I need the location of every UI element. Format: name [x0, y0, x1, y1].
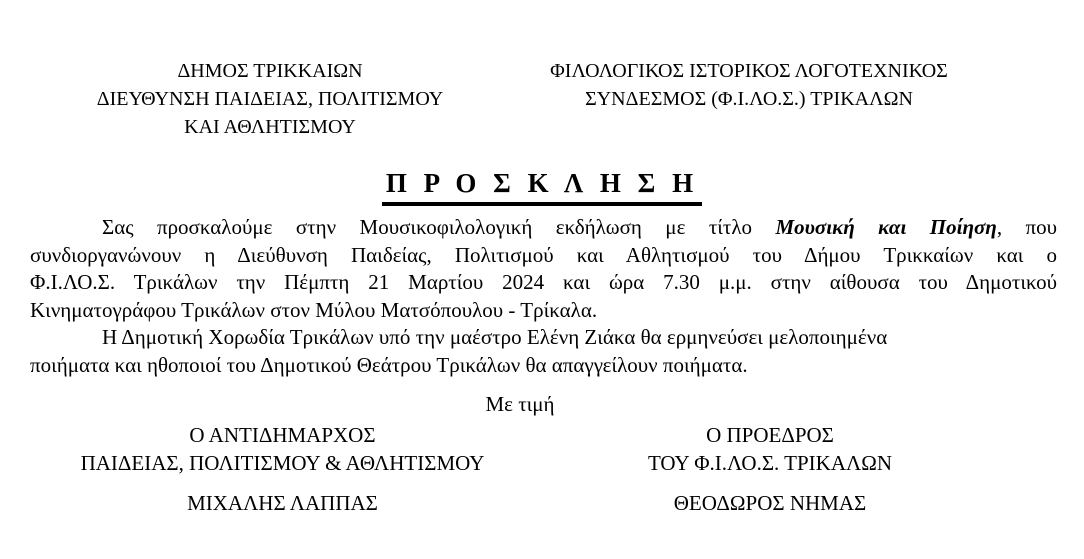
title-row [0, 167, 1084, 206]
signature-left-role-line2: ΠΑΙΔΕΙΑΣ, ΠΟΛΙΤΙΣΜΟΥ & ΑΘΛΗΤΙΣΜΟΥ [80, 450, 485, 475]
organizer-left-line3: ΚΑΙ ΑΘΛΗΤΙΣΜΟΥ [184, 116, 356, 138]
paragraph1-line1-start: Σας προσκαλούμε στην Μουσικοφιλολογική εκδήλωση με τίτλο [102, 215, 776, 239]
body-text [30, 214, 1057, 379]
paragraph1-line3: Φ.Ι.ΛΟ.Σ. Τρικάλων την Πέμπτη 21 Μαρτίου 2024 και ώρα 7.30 μ.μ. στην αίθουσα του Δημοτικού [30, 270, 1057, 294]
signature-right-role [535, 422, 1005, 477]
organizer-right-block [510, 57, 988, 141]
paragraph1-line4: Κινηματογράφου Τρικάλων στον Μύλου Ματσόπουλου - Τρίκαλα. [30, 297, 598, 322]
closing-salutation: Με τιμή [485, 392, 555, 416]
organizer-left-block [30, 57, 510, 141]
document-title: Π Ρ Ο Σ Κ Λ Η Σ Η [382, 167, 702, 206]
signature-right-role-line1: Ο ΠΡΟΕΔΡΟΣ [706, 423, 834, 447]
signature-right-role-line2: ΤΟΥ Φ.Ι.ΛΟ.Σ. ΤΡΙΚΑΛΩΝ [647, 450, 892, 475]
paragraph1-line1 [30, 214, 1057, 242]
paragraph1-line2: συνδιοργανώνουν η Διεύθυνση Παιδείας, Πολιτισμού και Αθλητισμού του Δήμου Τρικκαίων και ο [30, 242, 1057, 267]
paragraph1-line1-end: , που [996, 215, 1058, 239]
organizer-left-line1: ΔΗΜΟΣ ΤΡΙΚΚΑΙΩΝ [177, 60, 363, 82]
signature-roles-row [0, 422, 1084, 477]
organizer-left-line2: ΔΙΕΥΘΥΝΣΗ ΠΑΙΔΕΙΑΣ, ΠΟΛΙΤΙΣΜΟΥ [96, 88, 444, 110]
signature-left-role-line1: Ο ΑΝΤΙΔΗΜΑΡΧΟΣ [189, 423, 376, 447]
event-title-emphasis: Μουσική και Ποίηση [775, 215, 997, 239]
signature-left-name: ΜΙΧΑΛΗΣ ΛΑΠΠΑΣ [187, 491, 378, 515]
paragraph2-line1: Η Δημοτική Χορωδία Τρικάλων υπό την μαέστρο Ελένη Ζιάκα θα ερμηνεύσει μελοποιημένα [102, 325, 888, 349]
organizer-right-line2: ΣΥΝΔΕΣΜΟΣ (Φ.Ι.ΛΟ.Σ.) ΤΡΙΚΑΛΩΝ [585, 88, 913, 110]
signature-right-name: ΘΕΟΔΩΡΟΣ ΝΗΜΑΣ [673, 491, 867, 515]
signature-names-row [0, 490, 1084, 518]
document-header [0, 0, 1084, 141]
paragraph2-line2: ποιήματα και ηθοποιοί του Δημοτικού Θεάτρου Τρικάλων θα απαγγείλουν ποιήματα. [30, 352, 748, 377]
signature-left-role [30, 422, 535, 477]
organizer-right-line1: ΦΙΛΟΛΟΓΙΚΟΣ ΙΣΤΟΡΙΚΟΣ ΛΟΓΟΤΕΧΝΙΚΟΣ [550, 60, 948, 82]
